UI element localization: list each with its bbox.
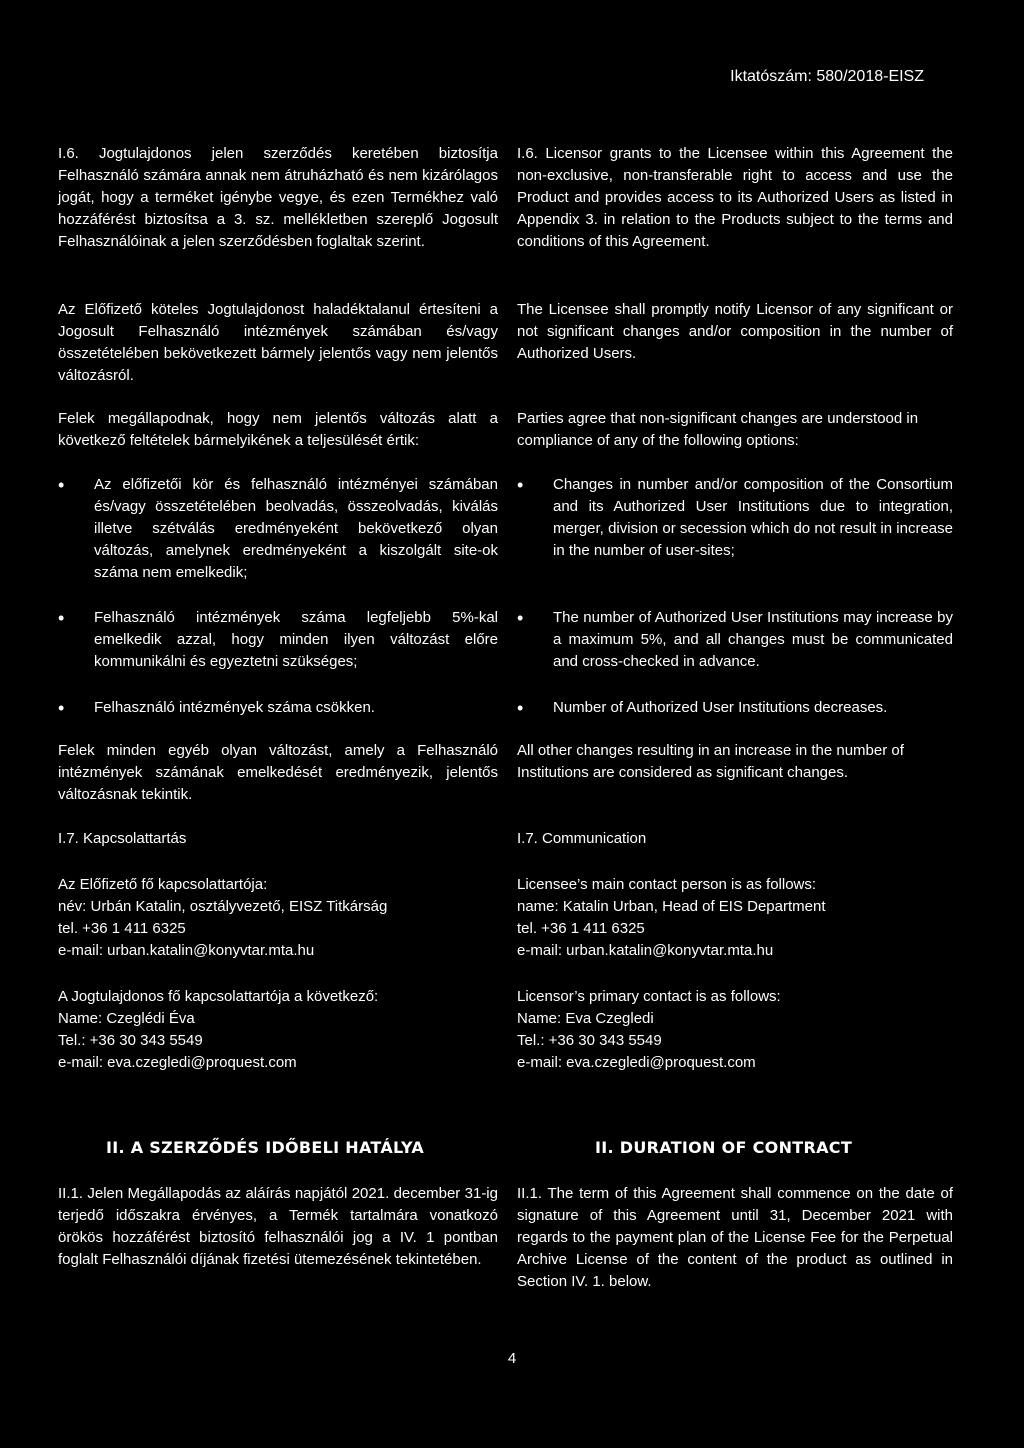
section-2-1-en: II.1. The term of this Agreement shall commence on the date of signature of this Agreement until 31, December 2021 with regards to the payment plan of the License Fee for the Perpetual Archive License of the content of the product as outlined in Section IV. 1. below.: [517, 1185, 953, 1290]
bullet-icon: •: [517, 608, 524, 628]
bullet-text: Felhasználó intézmények száma legfeljebb 5%-kal emelkedik azzal, hogy minden ilyen változást előre kommunikálni és egyeztetni szükséges;: [94, 609, 498, 670]
contact-line: Licensor’s primary contact is as follows:: [517, 988, 781, 1005]
agree-paragraph-en: Parties agree that non-significant changes are understood in compliance of any of the following options:: [517, 410, 919, 449]
contact-email: e-mail: urban.katalin@konyvtar.mta.hu: [58, 942, 315, 959]
page-number: 4: [507, 1350, 517, 1367]
other-changes-paragraph-en: All other changes resulting in an increase in the number of Institutions are considered as significant changes.: [517, 742, 904, 781]
bullet-icon: •: [58, 608, 65, 628]
section-1-7-heading-hu: I.7. Kapcsolattartás: [58, 830, 187, 847]
contact-line: A Jogtulajdonos fő kapcsolattartója a következő:: [58, 988, 379, 1005]
contact-line: név: Urbán Katalin, osztályvezető, EISZ Titkárság: [58, 898, 388, 915]
reference-number: Iktatószám: 580/2018-EISZ: [730, 68, 924, 85]
contact-line: Name: Eva Czegledi: [517, 1010, 654, 1027]
notify-paragraph-hu: Az Előfizető köteles Jogtulajdonost haladéktalanul értesíteni a Jogosult Felhasználó intézmények számában és/vagy összetételében bekövetkezett bármely jelentős vagy nem jelentős változásról.: [58, 301, 498, 384]
list-item: [517, 474, 953, 562]
section-1-7-heading-en: I.7. Communication: [517, 830, 647, 847]
list-item: [58, 697, 498, 719]
list-item: [517, 697, 953, 719]
contact-block-licensor-en: [517, 986, 953, 1074]
list-item: [58, 474, 498, 584]
bullet-text: Az előfizetői kör és felhasználó intézményei számában és/vagy összetételében beolvadás, összeolvadás, kiválás illetve szétválás eredményeként bekövetkező olyan változás, amelynek eredményeként a kiszolgált site-ok száma nem emelkedik;: [94, 476, 498, 581]
contact-email: e-mail: eva.czegledi@proquest.com: [58, 1054, 297, 1071]
contact-line: Tel.: +36 30 343 5549: [517, 1032, 662, 1049]
section-2-1-hu: II.1. Jelen Megállapodás az aláírás napjától 2021. december 31-ig terjedő időszakra érvényes, a Termék tartalmára vonatkozó örökös hozzáférést biztosító felhasználói jog a IV. 1 pontban foglalt Felhasználói díjának fizetési ütemezésének tekintetében.: [58, 1185, 498, 1268]
contact-line: Name: Czeglédi Éva: [58, 1010, 195, 1027]
bullet-text: The number of Authorized User Institutions may increase by a maximum 5%, and all changes must be communicated and cross-checked in advance.: [553, 609, 953, 670]
agree-paragraph-hu: Felek megállapodnak, hogy nem jelentős változás alatt a következő feltételek bármelyikének a teljesülését értik:: [58, 410, 498, 449]
contact-email: e-mail: eva.czegledi@proquest.com: [517, 1054, 756, 1071]
contact-block-licensor-hu: [58, 986, 498, 1074]
bullet-text: Changes in number and/or composition of the Consortium and its Authorized User Institutions due to integration, merger, division or secession which do not result in increase in the number of user-sites;: [553, 476, 953, 559]
contact-block-licensee-en: [517, 874, 953, 962]
section-1-6-hu: I.6. Jogtulajdonos jelen szerződés keretében biztosítja Felhasználó számára annak nem átruházható és nem kizárólagos jogát, hogy a terméket igénybe vegye, és ezen Termékhez való hozzáférést biztosítsa a 3. sz. mellékletben szereplő Jogosult Felhasználóinak a jelen szerződésben foglaltak szerint.: [58, 145, 498, 250]
bullet-icon: •: [517, 698, 524, 718]
bullet-text: Felhasználó intézmények száma csökken.: [94, 699, 375, 716]
section-2-heading-en: II. DURATION OF CONTRACT: [595, 1138, 853, 1157]
list-item: [517, 607, 953, 673]
bullet-text: Number of Authorized User Institutions decreases.: [553, 699, 888, 716]
bullet-icon: •: [58, 698, 65, 718]
contact-line: tel. +36 1 411 6325: [58, 920, 186, 937]
contact-line: Tel.: +36 30 343 5549: [58, 1032, 203, 1049]
list-item: [58, 607, 498, 673]
contact-line: Az Előfizető fő kapcsolattartója:: [58, 876, 268, 893]
contact-line: Licensee’s main contact person is as follows:: [517, 876, 817, 893]
contact-email: e-mail: urban.katalin@konyvtar.mta.hu: [517, 942, 774, 959]
section-2-heading-hu: II. A SZERZŐDÉS IDŐBELI HATÁLYA: [106, 1138, 425, 1157]
notify-paragraph-en: The Licensee shall promptly notify Licensor of any significant or not significant changes and/or composition in the number of Authorized Users.: [517, 301, 953, 362]
bullet-icon: •: [58, 475, 65, 495]
contact-line: tel. +36 1 411 6325: [517, 920, 645, 937]
section-1-6-en: I.6. Licensor grants to the Licensee within this Agreement the non-exclusive, non-transferable right to access and use the Product and provides access to its Authorized Users as listed in Appendix 3. in relation to the Products subject to the terms and conditions of this Agreement.: [517, 145, 953, 250]
contact-line: name: Katalin Urban, Head of EIS Department: [517, 898, 826, 915]
bullet-icon: •: [517, 475, 524, 495]
other-changes-paragraph-hu: Felek minden egyéb olyan változást, amely a Felhasználó intézmények számának emelkedését eredményezik, jelentős változásnak tekintik.: [58, 742, 498, 803]
contact-block-licensee-hu: [58, 874, 498, 962]
